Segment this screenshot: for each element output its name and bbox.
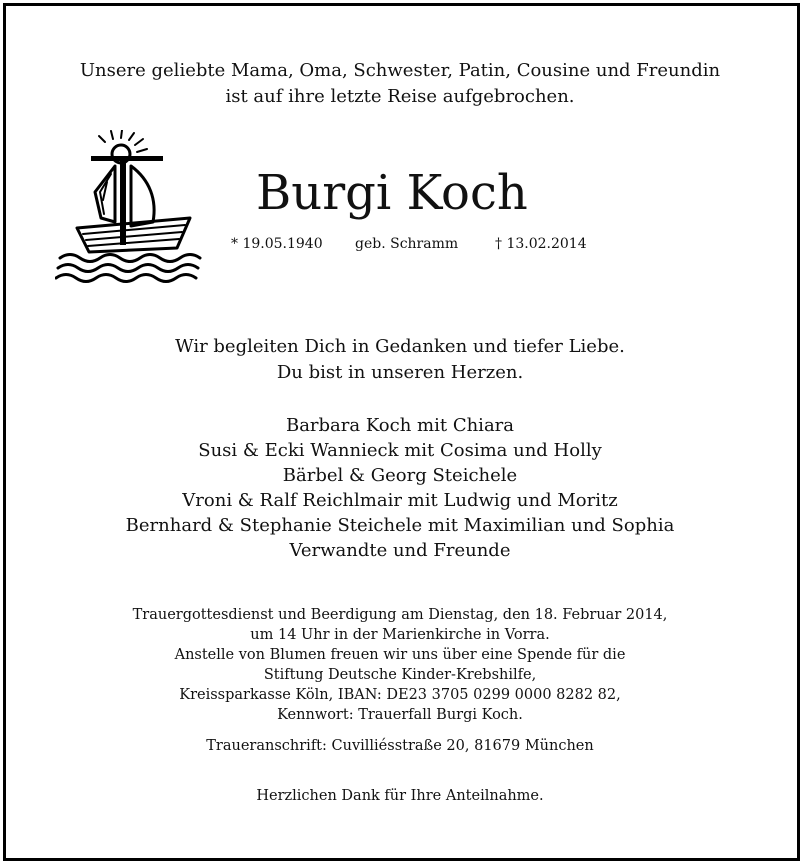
verse-line-2: Du bist in unseren Herzen. — [276, 362, 524, 383]
death-date: † 13.02.2014 — [495, 236, 587, 252]
service-line: Kennwort: Trauerfall Burgi Koch. — [277, 707, 523, 723]
service-line: Stiftung Deutsche Kinder-Krebshilfe, — [263, 667, 537, 683]
mourner-line: Verwandte und Freunde — [289, 540, 511, 561]
intro-line-2: ist auf ihre letzte Reise aufgebrochen. — [225, 86, 575, 107]
mourning-address: Traueranschrift: Cuvilliésstraße 20, 81679 München — [206, 738, 594, 754]
service-line: um 14 Uhr in der Marienkirche in Vorra. — [250, 627, 550, 643]
thanks-line: Herzlichen Dank für Ihre Anteilnahme. — [256, 788, 544, 804]
service-line: Kreissparkasse Köln, IBAN: DE23 3705 0299 0000 8282 82, — [179, 687, 621, 703]
mourner-line: Barbara Koch mit Chiara — [285, 415, 515, 436]
deceased-name: Burgi Koch — [256, 165, 528, 221]
mourner-line: Bernhard & Stephanie Steichele mit Maximilian und Sophia — [125, 515, 675, 536]
birth-date: * 19.05.1940 — [231, 236, 323, 252]
mourner-line: Bärbel & Georg Steichele — [282, 465, 518, 486]
ship-with-cross-icon — [55, 130, 215, 285]
intro-line-1: Unsere geliebte Mama, Oma, Schwester, Patin, Cousine und Freundin — [79, 60, 721, 81]
service-line: Anstelle von Blumen freuen wir uns über eine Spende für die — [174, 647, 626, 663]
verse-line-1: Wir begleiten Dich in Gedanken und tiefer Liebe. — [175, 336, 625, 357]
mourner-line: Susi & Ecki Wannieck mit Cosima und Holly — [198, 440, 602, 461]
mourner-line: Vroni & Ralf Reichlmair mit Ludwig und Moritz — [182, 490, 618, 511]
maiden-name: geb. Schramm — [355, 236, 459, 252]
service-line: Trauergottesdienst und Beerdigung am Dienstag, den 18. Februar 2014, — [132, 607, 668, 623]
